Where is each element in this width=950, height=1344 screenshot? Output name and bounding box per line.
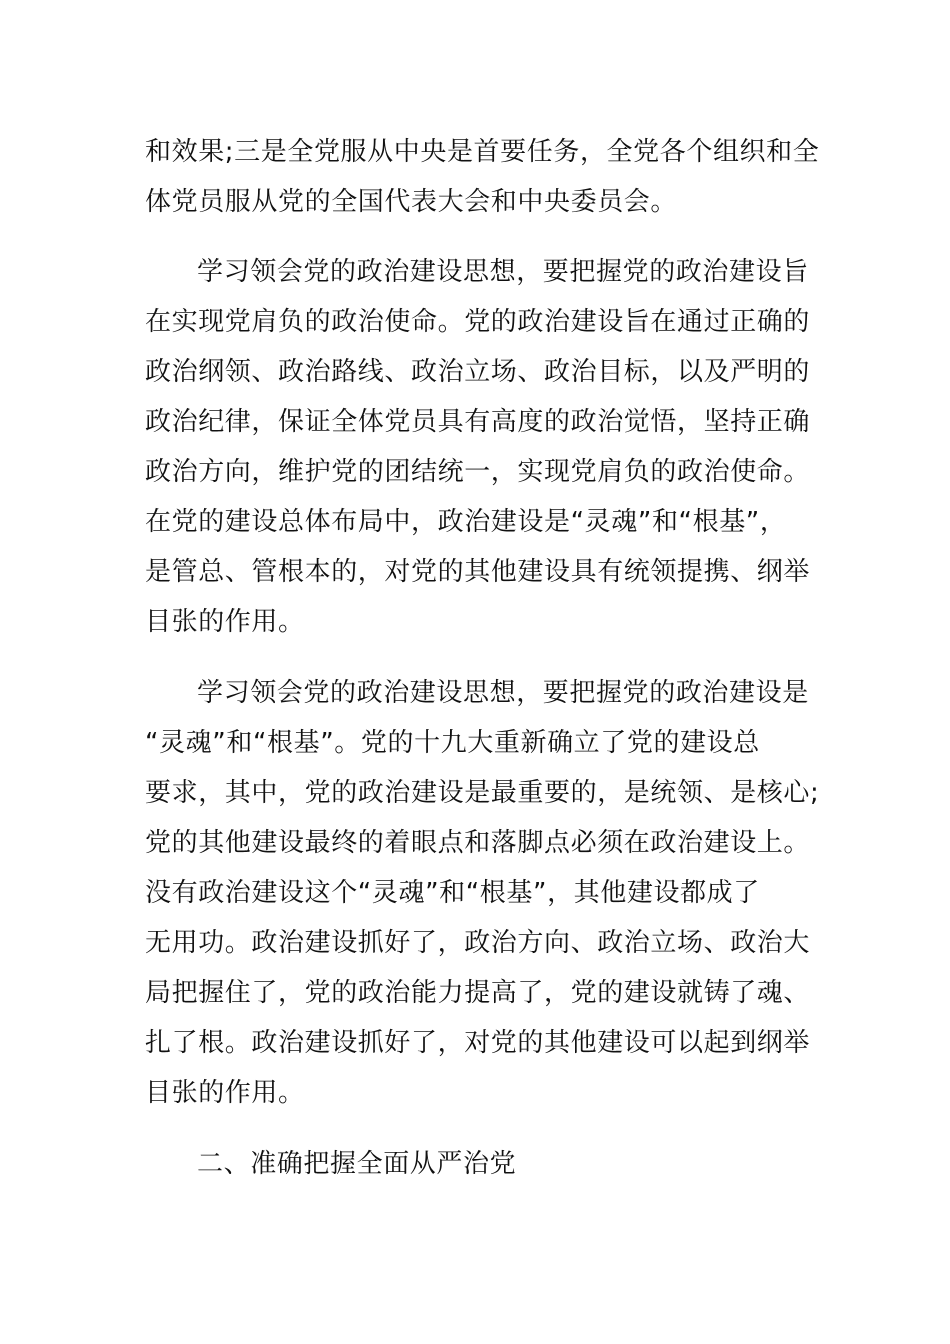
paragraph-2-line-7: 是管总、管根本的，对党的其他建设具有统领提携、纲举	[145, 557, 811, 587]
paragraph-3-line-3: 要求，其中，党的政治建设是最重要的，是统领、是核心;	[145, 778, 820, 808]
paragraph-3-line-8: 扎了根。政治建设抓好了，对党的其他建设可以起到纲举	[145, 1028, 811, 1058]
paragraph-3-line-7: 局把握住了，党的政治能力提高了，党的建设就铸了魂、	[145, 978, 811, 1008]
paragraph-3-line-9: 目张的作用。	[145, 1078, 305, 1108]
paragraph-3-line-2: “灵魂”和“根基”。党的十九大重新确立了党的建设总	[145, 728, 760, 758]
paragraph-2-line-3: 政治纲领、政治路线、政治立场、政治目标，以及严明的	[145, 357, 811, 387]
paragraph-2-line-6: 在党的建设总体布局中，政治建设是“灵魂”和“根基”，	[145, 507, 787, 537]
paragraph-2-line-5: 政治方向，维护党的团结统一，实现党肩负的政治使命。	[145, 457, 811, 487]
paragraph-3-line-4: 党的其他建设最终的着眼点和落脚点必须在政治建设上。	[145, 828, 811, 858]
paragraph-2-line-1: 学习领会党的政治建设思想，要把握党的政治建设旨	[197, 257, 809, 287]
paragraph-1-line-2: 体党员服从党的全国代表大会和中央委员会。	[145, 187, 678, 217]
paragraph-3-line-5: 没有政治建设这个“灵魂”和“根基”，其他建设都成了	[145, 878, 760, 908]
paragraph-3-line-1: 学习领会党的政治建设思想，要把握党的政治建设是	[197, 678, 809, 708]
paragraph-2-line-2: 在实现党肩负的政治使命。党的政治建设旨在通过正确的	[145, 307, 811, 337]
paragraph-3-line-6: 无用功。政治建设抓好了，政治方向、政治立场、政治大	[145, 928, 811, 958]
paragraph-2-line-8: 目张的作用。	[145, 607, 305, 637]
paragraph-2-line-4: 政治纪律，保证全体党员具有高度的政治觉悟，坚持正确	[145, 407, 811, 437]
section-heading: 二、准确把握全面从严治党	[197, 1149, 517, 1179]
paragraph-1-line-1: 和效果;三是全党服从中央是首要任务，全党各个组织和全	[145, 137, 820, 167]
